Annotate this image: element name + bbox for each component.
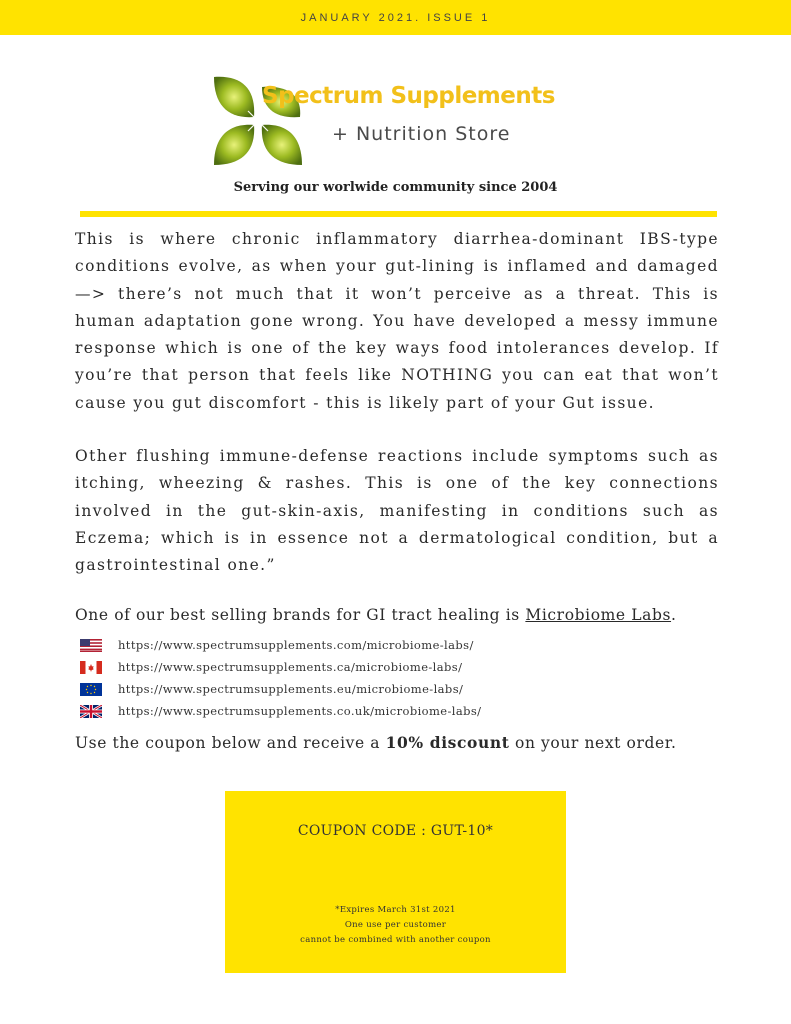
discount-amount: 10% discount <box>385 733 510 752</box>
us-flag-icon <box>80 639 102 652</box>
brand-logo <box>212 75 592 167</box>
issue-label: JANUARY 2021. ISSUE 1 <box>300 11 491 24</box>
coupon-intro <box>75 733 677 752</box>
microbiome-labs-link[interactable]: Microbiome Labs <box>525 606 672 624</box>
coupon-term-expiry: *Expires March 31st 2021 <box>335 905 456 915</box>
list-item <box>80 678 580 700</box>
coupon-term-usage: One use per customer <box>344 920 447 930</box>
store-link-us[interactable]: https://www.spectrumsupplements.com/microbiome-labs/ <box>118 638 474 652</box>
store-link-eu[interactable]: https://www.spectrumsupplements.eu/microbiome-labs/ <box>118 682 464 696</box>
list-item <box>80 700 580 722</box>
body-paragraph-1: This is where chronic inflammatory diarrhea-dominant IBS-type conditions evolve, as when your gut-lining is inflamed and damaged —> there’s not much that it won’t perceive as a threat. This is human adaptation gone wrong. You have developed a messy immune response which is one of the key ways food intolerances develop. If you’re that person that feels like NOTHING you can eat that won’t cause you gut discomfort - this is likely part of your Gut issue. <box>75 230 719 412</box>
issue-banner <box>0 0 791 35</box>
store-link-uk[interactable]: https://www.spectrumsupplements.co.uk/microbiome-labs/ <box>118 704 482 718</box>
brand-line-prefix: One of our best selling brands for GI tract healing is <box>75 606 526 624</box>
coupon-line-suffix: on your next order. <box>509 734 677 752</box>
brand-tagline: Serving our worlwide community since 2004 <box>233 180 558 195</box>
body-paragraph-2: Other flushing immune-defense reactions include symptoms such as itching, wheezing & rashes. This is one of the key connections involved in the gut-skin-axis, manifesting in conditions such as Eczema; which is in essence not a dermatological condition, but a gastrointestinal one.” <box>75 447 719 575</box>
coupon-term-combine: cannot be combined with another coupon <box>300 935 491 945</box>
coupon-card <box>225 791 566 973</box>
coupon-code: COUPON CODE : GUT-10* <box>297 823 494 839</box>
brand-name: Spectrum Supplements <box>262 83 555 109</box>
canada-flag-icon <box>80 661 102 674</box>
coupon-terms <box>225 903 566 948</box>
brand-recommendation <box>75 606 725 624</box>
brand-line-suffix: . <box>671 606 677 624</box>
store-link-ca[interactable]: https://www.spectrumsupplements.ca/microbiome-labs/ <box>118 660 463 674</box>
eu-flag-icon <box>80 683 102 696</box>
store-links-list <box>80 634 580 722</box>
list-item <box>80 656 580 678</box>
list-item <box>80 634 580 656</box>
coupon-line-prefix: Use the coupon below and receive a <box>75 734 386 752</box>
header-divider <box>80 211 717 217</box>
brand-subtitle: + Nutrition Store <box>332 123 511 145</box>
uk-flag-icon <box>80 705 102 718</box>
